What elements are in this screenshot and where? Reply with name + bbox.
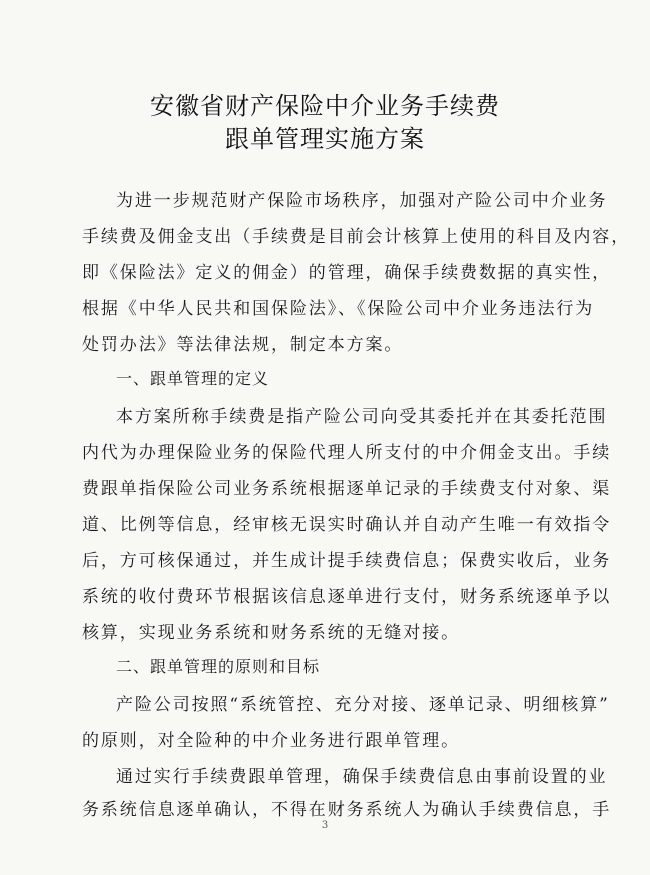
document-title-line1: 安徽省财产保险中介业务手续费 bbox=[150, 92, 500, 120]
section2-para1-line-2: 的原则，对全险种的中介业务进行跟单管理。 bbox=[82, 731, 460, 751]
section2-para1-line-1: 产险公司按照“系统管控、充分对接、逐单记录、明细核算” bbox=[116, 695, 610, 715]
section2-para2-line-1: 通过实行手续费跟单管理，确保手续费信息由事前设置的业 bbox=[116, 767, 608, 787]
section1-line-6: 系统的收付费环节根据该信息逐单进行支付，财务系统逐单予以 bbox=[82, 587, 612, 607]
intro-line-5: 处罚办法》等法律法规，制定本方案。 bbox=[82, 335, 404, 355]
section1-line-4: 道、比例等信息，经审核无误实时确认并自动产生唯一有效指令 bbox=[82, 515, 612, 535]
intro-line-2: 手续费及佣金支出（手续费是目前会计核算上使用的科目及内容， bbox=[82, 227, 631, 247]
section2-heading: 二、跟单管理的原则和目标 bbox=[116, 657, 321, 676]
intro-line-1: 为进一步规范财产保险市场秩序，加强对产险公司中介业务 bbox=[116, 191, 608, 211]
document-title-line2: 跟单管理实施方案 bbox=[225, 125, 425, 153]
section1-heading: 一、跟单管理的定义 bbox=[116, 369, 270, 388]
intro-line-4: 根据《中华人民共和国保险法》、《保险公司中介业务违法行为 bbox=[82, 299, 595, 319]
section1-line-7: 核算，实现业务系统和财务系统的无缝对接。 bbox=[82, 623, 460, 643]
page-number: 3 bbox=[321, 820, 329, 831]
section2-para2-line-2: 务系统信息逐单确认，不得在财务系统人为确认手续费信息，手 bbox=[82, 800, 612, 820]
section1-line-2: 内代为办理保险业务的保险代理人所支付的中介佣金支出。手续 bbox=[82, 443, 612, 463]
section1-line-1: 本方案所称手续费是指产险公司向受其委托并在其委托范围 bbox=[116, 407, 608, 427]
section1-line-5: 后，方可核保通过，并生成计提手续费信息；保费实收后，业务 bbox=[82, 551, 612, 571]
section1-line-3: 费跟单指保险公司业务系统根据逐单记录的手续费支付对象、渠 bbox=[82, 479, 612, 499]
intro-line-3: 即《保险法》定义的佣金）的管理，确保手续费数据的真实性， bbox=[82, 263, 612, 283]
